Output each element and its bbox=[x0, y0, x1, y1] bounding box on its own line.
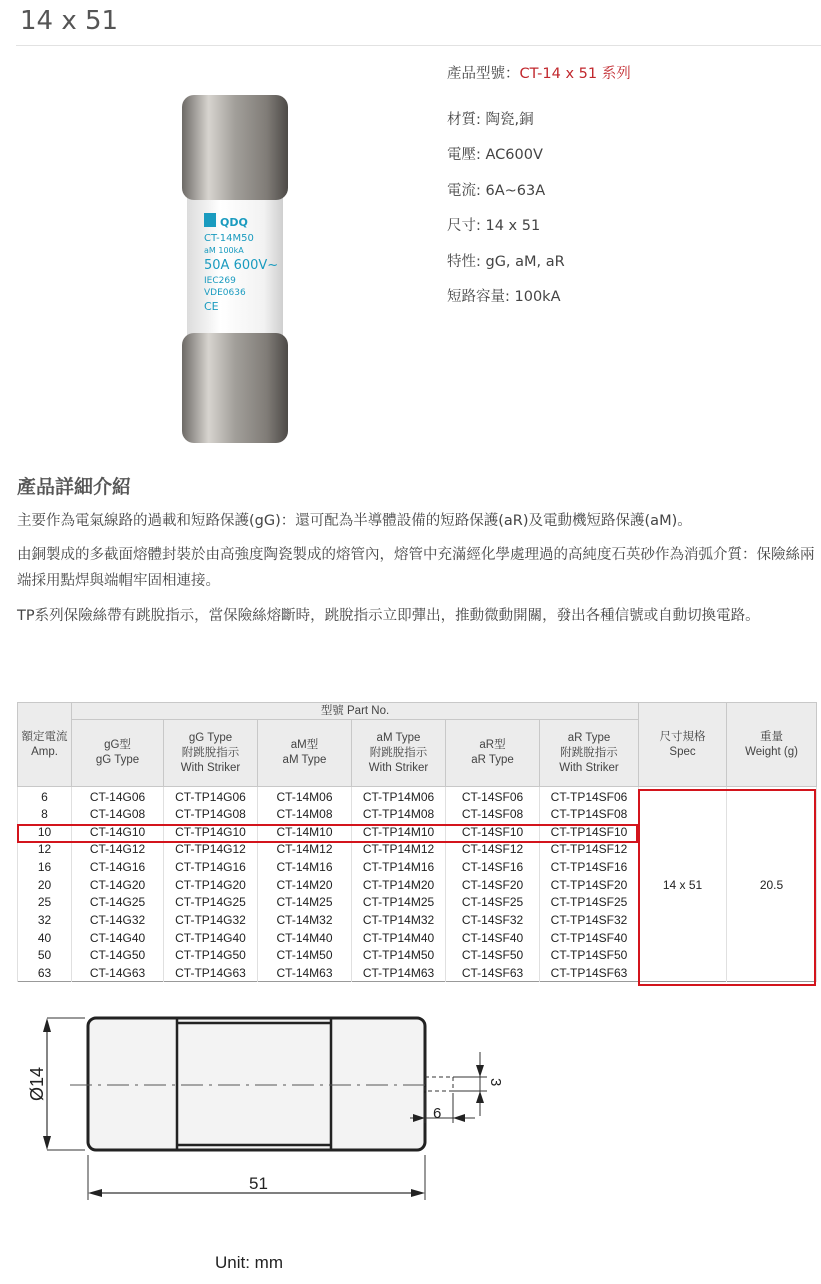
table-cell: CT-14G08 bbox=[72, 805, 164, 823]
part-number-table bbox=[17, 702, 816, 985]
table-cell: CT-TP14SF40 bbox=[540, 929, 639, 947]
table-cell: CT-14M10 bbox=[258, 823, 352, 841]
photo-label-line: CT-14M50 bbox=[204, 233, 254, 244]
table-cell: CT-TP14M10 bbox=[352, 823, 446, 841]
table-cell: CT-TP14SF10 bbox=[540, 823, 639, 841]
table-cell: CT-14M50 bbox=[258, 947, 352, 965]
striker-indicator bbox=[425, 1077, 453, 1091]
dimension-drawing bbox=[25, 1005, 525, 1205]
table-cell: CT-TP14M40 bbox=[352, 929, 446, 947]
spec-material: 材質: 陶瓷,銅 bbox=[447, 111, 534, 128]
table-cell: CT-14SF08 bbox=[446, 805, 540, 823]
table-cell: CT-TP14SF20 bbox=[540, 876, 639, 894]
table-cell: 16 bbox=[18, 858, 72, 876]
model-row bbox=[447, 62, 631, 98]
table-cell: CT-TP14M08 bbox=[352, 805, 446, 823]
header-part-no: 型號 Part No. bbox=[72, 703, 639, 720]
table-cell: CT-TP14M20 bbox=[352, 876, 446, 894]
table-cell: CT-TP14SF32 bbox=[540, 911, 639, 929]
table-row bbox=[18, 787, 817, 806]
table-cell: CT-14SF16 bbox=[446, 858, 540, 876]
table-cell: CT-14M32 bbox=[258, 911, 352, 929]
table-cell: CT-TP14M16 bbox=[352, 858, 446, 876]
photo-label-line: 50A 600V~ bbox=[204, 258, 279, 273]
table-cell: CT-TP14SF63 bbox=[540, 964, 639, 982]
table-cell: CT-14G12 bbox=[72, 840, 164, 858]
table-cell: CT-14G32 bbox=[72, 911, 164, 929]
table-cell: CT-TP14SF50 bbox=[540, 947, 639, 965]
table-cell: 20 bbox=[18, 876, 72, 894]
arrow-up-icon bbox=[43, 1018, 51, 1032]
spec-size: 尺寸: 14 x 51 bbox=[447, 218, 541, 234]
table-cell: CT-TP14G63 bbox=[164, 964, 258, 982]
spec-current: 電流: 6A~63A bbox=[447, 182, 546, 199]
model-value: CT-14 x 51 系列 bbox=[519, 66, 631, 82]
arrow-up-icon bbox=[476, 1091, 484, 1103]
weight-value-cell: 20.5 bbox=[727, 787, 817, 982]
table-cell: CT-14M08 bbox=[258, 805, 352, 823]
table-cell: CT-TP14SF25 bbox=[540, 893, 639, 911]
table-cell: CT-TP14G10 bbox=[164, 823, 258, 841]
header-weight: 重量 Weight (g) bbox=[727, 703, 817, 787]
table-cell: CT-TP14G50 bbox=[164, 947, 258, 965]
table-cell: 50 bbox=[18, 947, 72, 965]
spec-voltage: 電壓: AC600V bbox=[447, 147, 543, 163]
spec-breaking-capacity: 短路容量: 100kA bbox=[447, 289, 561, 305]
spec-value-cell: 14 x 51 bbox=[639, 787, 727, 982]
table-cell: CT-14M20 bbox=[258, 876, 352, 894]
header-gg-striker: gG Type 附跳脫指示 With Striker bbox=[164, 720, 258, 787]
table-cell: CT-TP14SF06 bbox=[540, 787, 639, 806]
header-am-striker: aM Type 附跳脫指示 With Striker bbox=[352, 720, 446, 787]
table-cell: CT-14SF10 bbox=[446, 823, 540, 841]
table-cell: CT-TP14G06 bbox=[164, 787, 258, 806]
arrow-left-icon bbox=[88, 1189, 102, 1197]
table-cell: CT-14G50 bbox=[72, 947, 164, 965]
table-cell: CT-14SF25 bbox=[446, 893, 540, 911]
table-cell: CT-14M63 bbox=[258, 964, 352, 982]
indicator-height-label: 3 bbox=[487, 1078, 504, 1087]
table-cell: CT-TP14M12 bbox=[352, 840, 446, 858]
arrow-right-icon bbox=[411, 1189, 425, 1197]
header-ar: aR型 aR Type bbox=[446, 720, 540, 787]
header-spec: 尺寸規格 Spec bbox=[639, 703, 727, 787]
table-cell: CT-14M40 bbox=[258, 929, 352, 947]
table-cell: CT-14SF40 bbox=[446, 929, 540, 947]
table-cell: CT-TP14M25 bbox=[352, 893, 446, 911]
title-divider bbox=[16, 45, 821, 46]
table-cell: 25 bbox=[18, 893, 72, 911]
table-cell: 6 bbox=[18, 787, 72, 806]
bottom-end-cap bbox=[182, 333, 288, 443]
arrow-left-icon bbox=[453, 1114, 465, 1122]
table-cell: 10 bbox=[18, 823, 72, 841]
table-cell: 8 bbox=[18, 805, 72, 823]
fuse-outline bbox=[88, 1018, 425, 1150]
table-cell: CT-14G06 bbox=[72, 787, 164, 806]
ce-mark-icon: CE bbox=[204, 300, 219, 313]
photo-label-line: aM 100kA bbox=[204, 246, 244, 255]
arrow-down-icon bbox=[43, 1136, 51, 1150]
details-paragraph-2: 由銅製成的多截面熔體封裝於由高強度陶瓷製成的熔管內，熔管中充滿經化學處理過的高純度石英砂作為消弧介質：保險絲兩端採用點焊與端帽牢固相連接。 bbox=[17, 547, 815, 589]
table-cell: CT-TP14M06 bbox=[352, 787, 446, 806]
spec-list bbox=[447, 62, 631, 321]
table-cell: 40 bbox=[18, 929, 72, 947]
header-am: aM型 aM Type bbox=[258, 720, 352, 787]
table-cell: 63 bbox=[18, 964, 72, 982]
header-ar-striker: aR Type 附跳脫指示 With Striker bbox=[540, 720, 639, 787]
details-paragraph-3: TP系列保險絲帶有跳脫指示，當保險絲熔斷時，跳脫指示立即彈出，推動微動開關，發出各種信號或自動切換電路。 bbox=[17, 608, 760, 624]
table-cell: CT-TP14M63 bbox=[352, 964, 446, 982]
diameter-label: Ø14 bbox=[27, 1066, 47, 1101]
table-cell: CT-14G10 bbox=[72, 823, 164, 841]
table-cell: CT-TP14G08 bbox=[164, 805, 258, 823]
table-cell: CT-14SF20 bbox=[446, 876, 540, 894]
table-cell: CT-14M25 bbox=[258, 893, 352, 911]
table-cell: CT-14SF06 bbox=[446, 787, 540, 806]
model-label: 產品型號： bbox=[447, 66, 520, 82]
spec-characteristics: 特性: gG, aM, aR bbox=[447, 253, 565, 270]
table-cell: 12 bbox=[18, 840, 72, 858]
indicator-width-label: 6 bbox=[433, 1105, 442, 1122]
table-cell: CT-TP14G32 bbox=[164, 911, 258, 929]
header-amp: 額定電流 Amp. bbox=[18, 703, 72, 787]
table-cell: CT-14M16 bbox=[258, 858, 352, 876]
top-end-cap bbox=[182, 95, 288, 200]
photo-label-line: IEC269 bbox=[204, 276, 236, 286]
table-cell: CT-TP14G20 bbox=[164, 876, 258, 894]
table-cell: CT-14G25 bbox=[72, 893, 164, 911]
table-cell: CT-TP14G12 bbox=[164, 840, 258, 858]
details-heading: 產品詳細介紹 bbox=[17, 476, 132, 498]
length-label: 51 bbox=[249, 1174, 268, 1193]
page-title: 14 x 51 bbox=[20, 6, 119, 36]
table-cell: CT-TP14G40 bbox=[164, 929, 258, 947]
photo-label-line: VDE0636 bbox=[204, 288, 246, 298]
table-cell: CT-14G40 bbox=[72, 929, 164, 947]
table-cell: CT-TP14SF08 bbox=[540, 805, 639, 823]
unit-label: Unit: mm bbox=[215, 1253, 283, 1272]
table-cell: CT-14G20 bbox=[72, 876, 164, 894]
table-cell: CT-TP14M32 bbox=[352, 911, 446, 929]
table-cell: CT-TP14SF12 bbox=[540, 840, 639, 858]
table-cell: CT-14M06 bbox=[258, 787, 352, 806]
table-cell: CT-14SF50 bbox=[446, 947, 540, 965]
arrow-down-icon bbox=[476, 1065, 484, 1077]
table-cell: CT-TP14G16 bbox=[164, 858, 258, 876]
table-cell: CT-TP14M50 bbox=[352, 947, 446, 965]
table-cell: 32 bbox=[18, 911, 72, 929]
table-cell: CT-TP14SF16 bbox=[540, 858, 639, 876]
details-paragraph-1: 主要作為電氣線路的過載和短路保護(gG)：還可配為半導體設備的短路保護(aR)及電動機短路保護(aM)。 bbox=[17, 513, 692, 529]
table-cell: CT-TP14G25 bbox=[164, 893, 258, 911]
table-cell: CT-14M12 bbox=[258, 840, 352, 858]
table-cell: CT-14SF12 bbox=[446, 840, 540, 858]
table-cell: CT-14G16 bbox=[72, 858, 164, 876]
brand-logo-icon bbox=[204, 213, 216, 227]
photo-brand: QDQ bbox=[220, 216, 248, 229]
product-photo bbox=[170, 85, 300, 455]
table-cell: CT-14SF32 bbox=[446, 911, 540, 929]
table-cell: CT-14G63 bbox=[72, 964, 164, 982]
table-cell: CT-14SF63 bbox=[446, 964, 540, 982]
header-gg: gG型 gG Type bbox=[72, 720, 164, 787]
